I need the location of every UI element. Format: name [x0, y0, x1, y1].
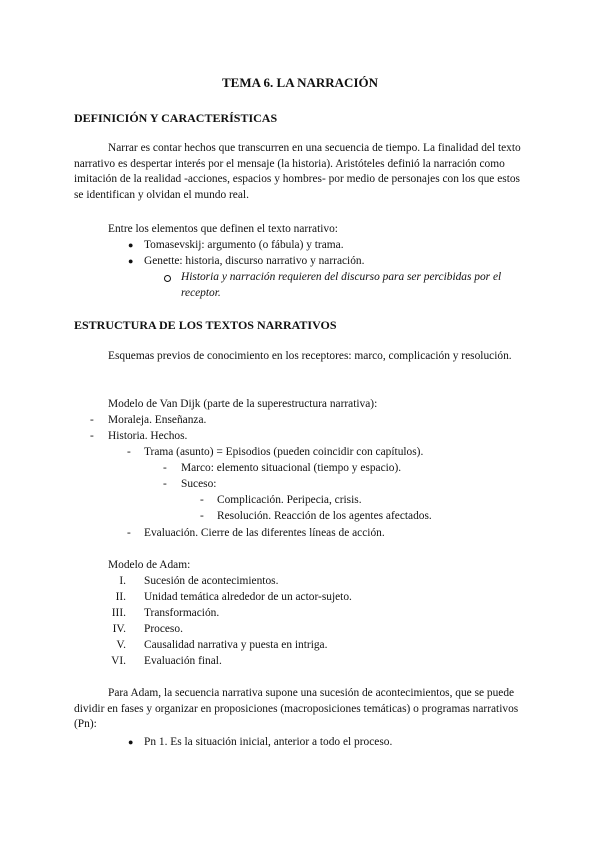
- adam-item: Unidad temática alrededor de un actor-sujeto.: [144, 591, 352, 603]
- vandijk-evaluacion: Evaluación. Cierre de las diferentes líneas de acción.: [144, 527, 385, 539]
- bullet-icon: ●: [128, 256, 134, 266]
- adam-item: Transformación.: [144, 607, 220, 619]
- dash-marker: -: [200, 510, 204, 522]
- adam-item: Causalidad narrativa y puesta en intriga.: [144, 639, 328, 651]
- roman-numeral: IV.: [112, 623, 126, 635]
- dash-marker: -: [90, 414, 94, 426]
- vandijk-complicacion: Complicación. Peripecia, crisis.: [217, 494, 362, 506]
- vandijk-intro: Modelo de Van Dijk (parte de la superestructura narrativa):: [108, 398, 378, 410]
- hollow-bullet-icon: [164, 275, 171, 282]
- adam-intro: Modelo de Adam:: [108, 559, 191, 571]
- bullet-icon: ●: [128, 737, 134, 747]
- vandijk-historia: Historia. Hechos.: [108, 430, 188, 442]
- definition-paragraph: Narrar es contar hechos que transcurren en una secuencia de tiempo. La finalidad del texto narrativo es despertar interés por el mensaje (la historia). Aristóteles definió la narración como imitación de la realidad -acciones, espacios y hombres- por medio de personajes con los que estos se identifican y olvidan el mundo real.: [74, 142, 521, 201]
- vandijk-moraleja: Moraleja. Enseñanza.: [108, 414, 207, 426]
- section-heading-structure: ESTRUCTURA DE LOS TEXTOS NARRATIVOS: [74, 318, 337, 332]
- dash-marker: -: [127, 527, 131, 539]
- adam-item: Proceso.: [144, 623, 183, 635]
- adam-paragraph: Para Adam, la secuencia narrativa supone una sucesión de acontecimientos, que se puede dividir en fases y organizar en proposiciones (macroposiciones temáticas) o programas narrativos (Pn):: [74, 687, 519, 730]
- dash-marker: -: [200, 494, 204, 506]
- dash-marker: -: [90, 430, 94, 442]
- roman-numeral: VI.: [111, 655, 126, 667]
- section-heading-definition: DEFINICIÓN Y CARACTERÍSTICAS: [74, 111, 278, 125]
- bullet-icon: ●: [128, 240, 134, 250]
- vandijk-suceso: Suceso:: [181, 478, 217, 490]
- vandijk-marco: Marco: elemento situacional (tiempo y espacio).: [181, 462, 402, 474]
- dash-marker: -: [163, 478, 167, 490]
- vandijk-trama: Trama (asunto) = Episodios (pueden coincidir con capítulos).: [144, 446, 424, 458]
- bullet-genette: Genette: historia, discurso narrativo y narración.: [144, 255, 365, 267]
- document-title: TEMA 6. LA NARRACIÓN: [221, 75, 378, 90]
- dash-marker: -: [163, 462, 167, 474]
- schemas-paragraph: Esquemas previos de conocimiento en los receptores: marco, complicación y resolución.: [108, 350, 512, 362]
- pn-bullet: Pn 1. Es la situación inicial, anterior a todo el proceso.: [144, 736, 393, 748]
- roman-numeral: III.: [111, 607, 126, 619]
- sub-bullet-line-2: receptor.: [181, 287, 221, 299]
- bullet-tomasevskij: Tomasevskij: argumento (o fábula) y trama.: [144, 239, 344, 251]
- adam-item: Evaluación final.: [144, 655, 222, 667]
- elements-intro: Entre los elementos que definen el texto narrativo:: [108, 223, 338, 235]
- dash-marker: -: [127, 446, 131, 458]
- roman-numeral: I.: [119, 575, 126, 587]
- adam-item: Sucesión de acontecimientos.: [144, 575, 279, 587]
- roman-numeral: II.: [115, 591, 126, 603]
- vandijk-resolucion: Resolución. Reacción de los agentes afectados.: [217, 510, 432, 522]
- sub-bullet-line-1: Historia y narración requieren del discurso para ser percibidas por el: [181, 271, 502, 283]
- roman-numeral: V.: [116, 639, 126, 651]
